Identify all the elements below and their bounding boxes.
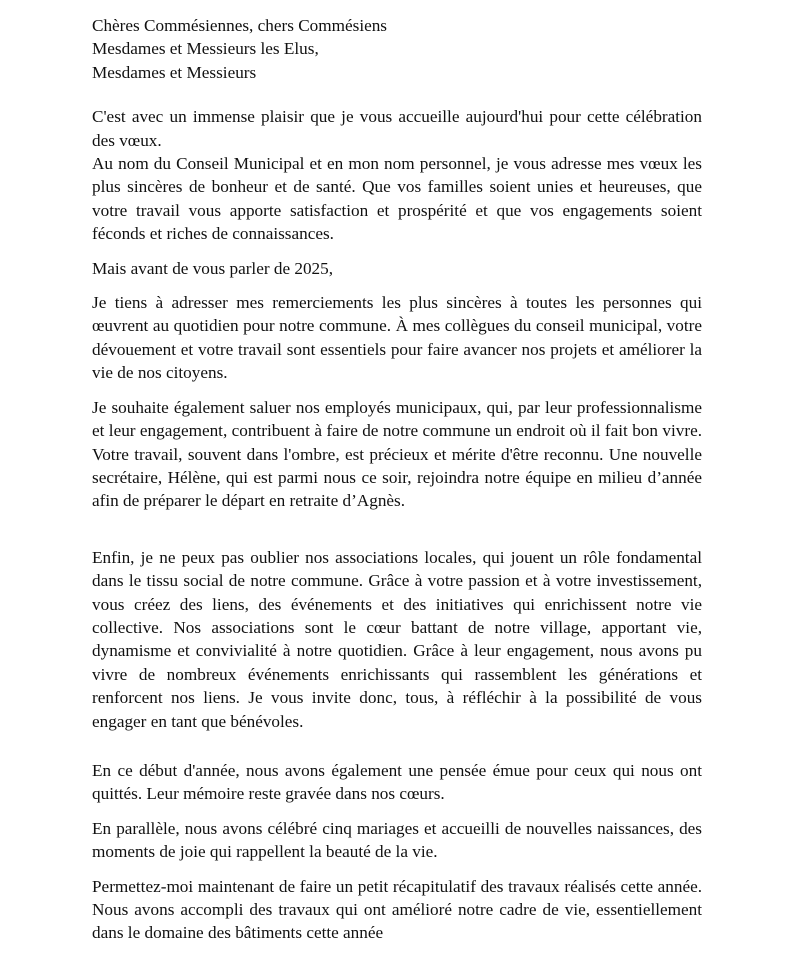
- salutation-line-3: Mesdames et Messieurs: [92, 62, 257, 82]
- paragraph-wishes: Au nom du Conseil Municipal et en mon nom personnel, je vous adresse mes vœux les plus sincères de bonheur et de santé. Que vos familles soient unies et heureuses, que votre travail vous apporte satisfaction et prospérité et que vos engagements soient féconds et riches de connaissances.: [92, 154, 702, 244]
- paragraph-employees: Je souhaite également saluer nos employés municipaux, qui, par leur professionnalisme et leur engagement, contribuent à faire de notre commune un endroit où il fait bon vivre. Votre travail, souvent dans l'ombre, est précieux et mérite d'être reconnu. Une nouvelle secrétaire, Hélène, qui est parmi nous ce soir, rejoindra notre équipe en milieu d’année afin de préparer le départ en retraite d’Agnès.: [92, 397, 702, 511]
- paragraph-associations: Enfin, je ne peux pas oublier nos associations locales, qui jouent un rôle fondamental dans le tissu social de notre commune. Grâce à votre passion et à votre investissement, vous créez des liens, des événements et des initiatives qui enrichissent notre vie collective. Nos associations sont le cœur battant de notre village, apportant vie, dynamisme et convivialité à notre quotidien. Grâce à leur engagement, nous avons pu vivre de nombreux événements enrichissants qui rassemblent les générations et renforcent nos liens. Je vous invite donc, tous, à réfléchir à la possibilité de vous engager en tant que bénévoles.: [92, 547, 702, 731]
- salutation-block: [92, 14, 702, 84]
- paragraph-memory: En ce début d'année, nous avons également une pensée émue pour ceux qui nous ont quittés. Leur mémoire reste gravée dans nos cœurs.: [92, 760, 702, 804]
- paragraph-before-2025: Mais avant de vous parler de 2025,: [92, 258, 334, 278]
- salutation-line-2: Mesdames et Messieurs les Elus,: [92, 39, 319, 59]
- paragraph-intro: C'est avec un immense plaisir que je vous accueille aujourd'hui pour cette célébration des vœux.: [92, 107, 702, 150]
- speech-document: [92, 14, 702, 945]
- paragraph-thanks: Je tiens à adresser mes remerciements les plus sincères à toutes les personnes qui œuvrent au quotidien pour notre commune. À mes collègues du conseil municipal, votre dévouement et votre travail sont essentiels pour faire avancer nos projets et améliorer la vie de nos citoyens.: [92, 293, 702, 383]
- paragraph-weddings: En parallèle, nous avons célébré cinq mariages et accueilli de nouvelles naissances, des moments de joie qui rappellent la beauté de la vie.: [92, 818, 702, 862]
- paragraph-works: Permettez-moi maintenant de faire un petit récapitulatif des travaux réalisés cette année. Nous avons accompli des travaux qui ont amélioré notre cadre de vie, essentiellement dans le domaine des bâtiments cette année: [92, 876, 702, 943]
- salutation-line-1: Chères Commésiennes, chers Commésiens: [92, 16, 387, 35]
